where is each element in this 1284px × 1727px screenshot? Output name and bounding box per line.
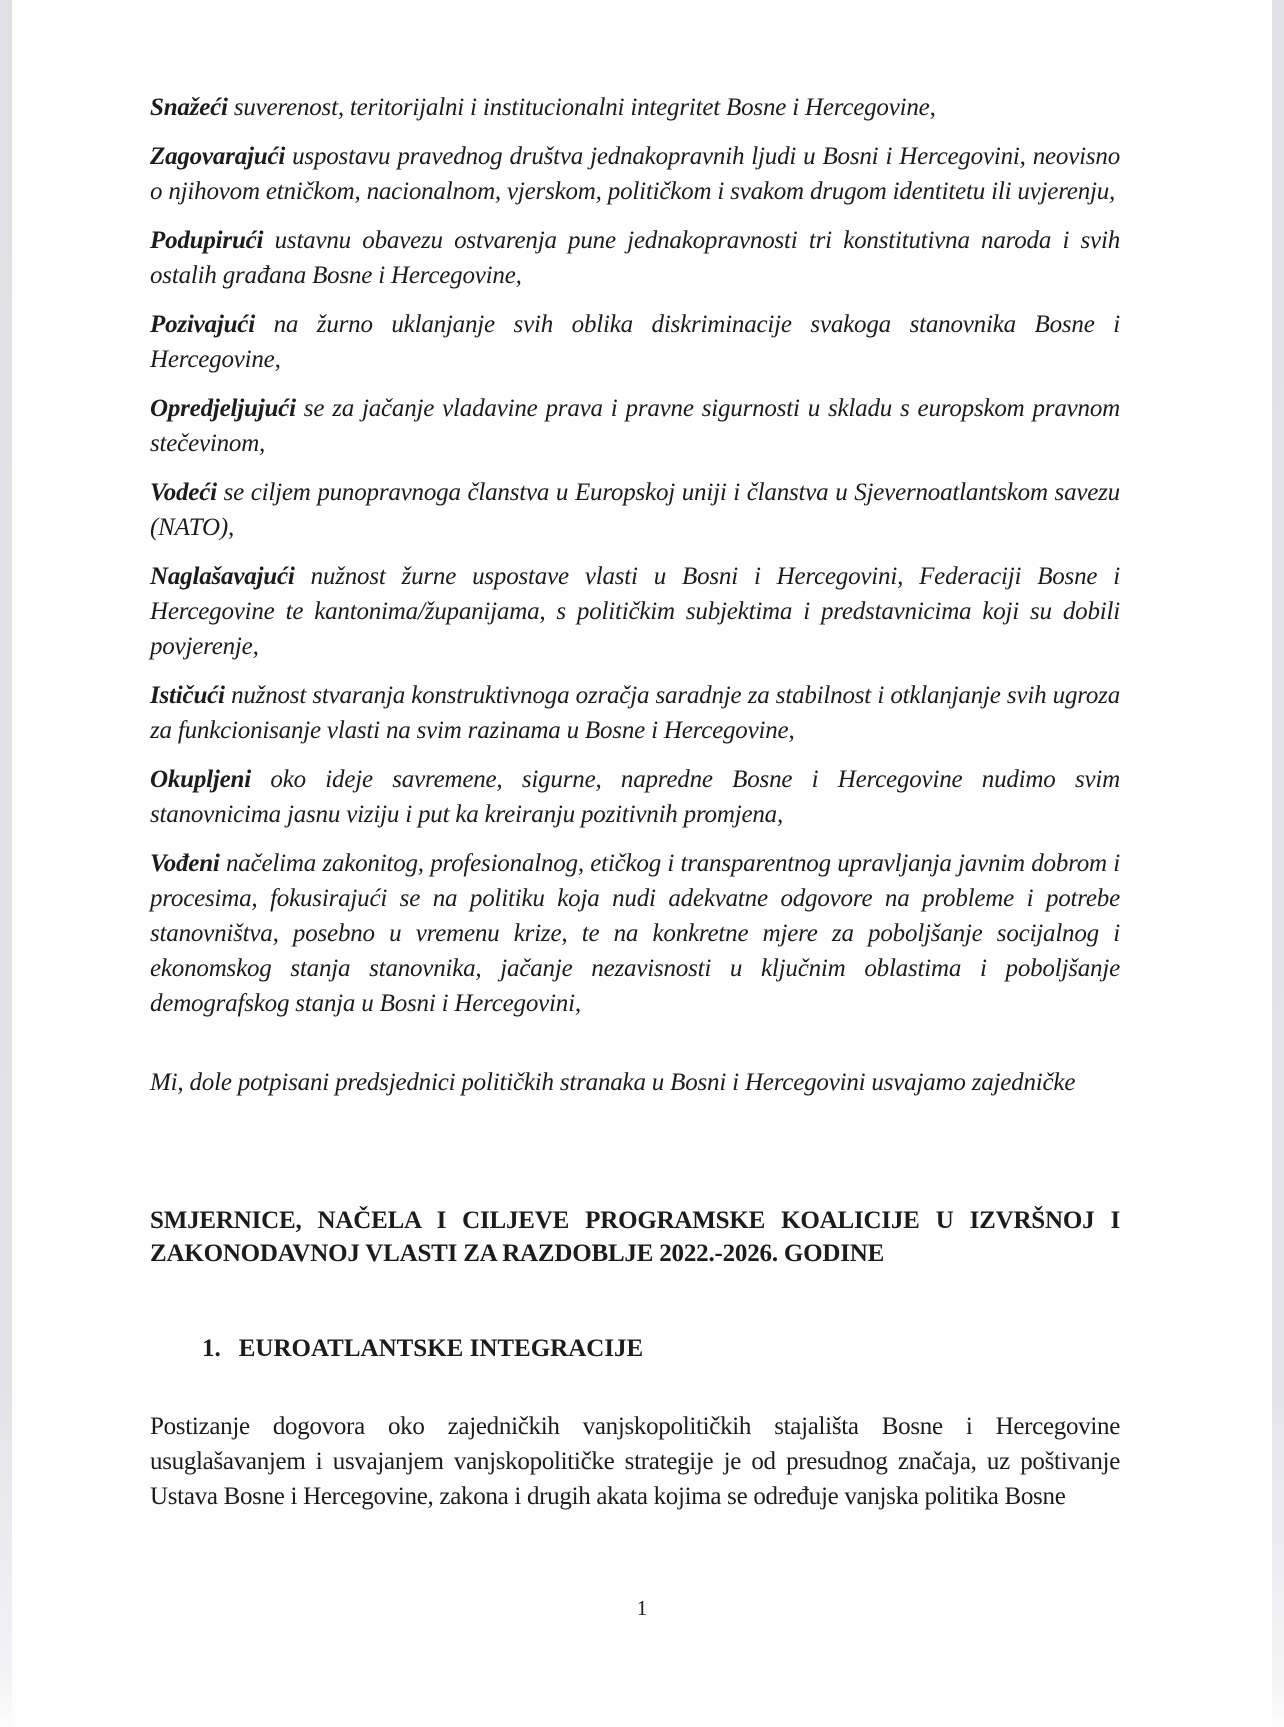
preamble-lead-word: Ističući [150,682,225,709]
preamble-text: oko ideje savremene, sigurne, napredne Bosne i Hercegovine nudimo svim stanovnicima jasnu viziju i put ka kreiranju pozitivnih promjena, [150,766,1120,828]
preamble-text: nužnost žurne uspostave vlasti u Bosni i Hercegovini, Federaciji Bosne i Hercegovine te kantonima/županijama, s političkim subjektima i predstavnicima koji su dobili povjerenje, [150,563,1120,660]
preamble-lead-word: Opredjeljujući [150,395,296,422]
preamble-paragraph [150,846,1120,1021]
preamble-text: uspostavu pravednog društva jednakopravnih ljudi u Bosni i Hercegovini, neovisno o njihovom etničkom, nacionalnom, vjerskom, političkom i svakom drugom identitetu ili uvjerenju, [150,143,1120,205]
closing-statement: Mi, dole potpisani predsjednici političkih stranaka u Bosni i Hercegovini usvajamo zajedničke [150,1069,1076,1096]
preamble-text: nužnost stvaranja konstruktivnoga ozračja saradnje za stabilnost i otklanjanje svih ugroza za funkcionisanje vlasti na svim razinama u Bosne i Hercegovine, [150,682,1120,744]
preamble-paragraph [150,307,1120,377]
section-heading [150,1332,1120,1365]
section-number: 1. [202,1335,221,1362]
preamble-paragraph [150,391,1120,461]
preamble-text: načelima zakonitog, profesionalnog, etičkog i transparentnog upravljanja javnim dobrom i procesima, fokusirajući se na politiku koja nudi adekvatne odgovore na probleme i potrebe stanovništva, posebno u vremenu krize, te na konkretne mjere za poboljšanje socijalnog i ekonomskog stanja stanovnika, jačanje nezavisnosti u ključnim oblastima i poboljšanje demografskog stanja u Bosni i Hercegovini, [150,850,1120,1017]
preamble-text: se za jačanje vladavine prava i pravne sigurnosti u skladu s europskom pravnom stečevinom, [150,395,1120,457]
document-title-line1: SMJERNICE, NAČELA I CILJEVE PROGRAMSKE KOALICIJE U IZVRŠNOJ I [150,1207,1120,1234]
preamble-lead-word: Podupirući [150,227,264,254]
preamble-lead-word: Vodeći [150,479,217,506]
preamble-paragraph [150,223,1120,293]
preamble-lead-word: Pozivajući [150,311,255,338]
preamble-lead-word: Okupljeni [150,766,251,793]
preamble-paragraph [150,139,1120,209]
preamble-text: na žurno uklanjanje svih oblika diskriminacije svakoga stanovnika Bosne i Hercegovine, [150,311,1120,373]
preamble-lead-word: Vođeni [150,850,220,877]
preamble-lead-word: Snažeći [150,94,228,121]
preamble-lead-word: Naglašavajući [150,563,295,590]
preamble-text: suverenost, teritorijalni i institucionalni integritet Bosne i Hercegovine, [227,94,936,121]
section-label: EUROATLANTSKE INTEGRACIJE [238,1335,644,1362]
document-title [150,1204,1120,1270]
preamble-paragraph [150,559,1120,664]
document-title-line2: ZAKONODAVNOJ VLASTI ZA RAZDOBLJE 2022.-2026. GODINE [150,1240,885,1267]
page-number: 1 [636,1596,648,1620]
preamble-lead-word: Zagovarajući [150,143,286,170]
body-paragraph: Postizanje dogovora oko zajedničkih vanjskopolitičkih stajališta Bosne i Hercegovine usuglašavanjem i usvajanjem vanjskopolitičke strategije je od presudnog značaja, uz poštivanje Ustava Bosne i Hercegovine, zakona i drugih akata kojima se određuje vanjska politika Bosne [150,1413,1120,1510]
preamble-paragraph [150,762,1120,832]
preamble-text: ustavnu obavezu ostvarenja pune jednakopravnosti tri konstitutivna naroda i svih ostalih građana Bosne i Hercegovine, [150,227,1120,289]
preamble-text: se ciljem punopravnoga članstva u Europskoj uniji i članstva u Sjevernoatlantskom savezu (NATO), [150,479,1120,541]
preamble-paragraph [150,678,1120,748]
preamble-paragraph [150,475,1120,545]
preamble-paragraph [150,90,1120,125]
